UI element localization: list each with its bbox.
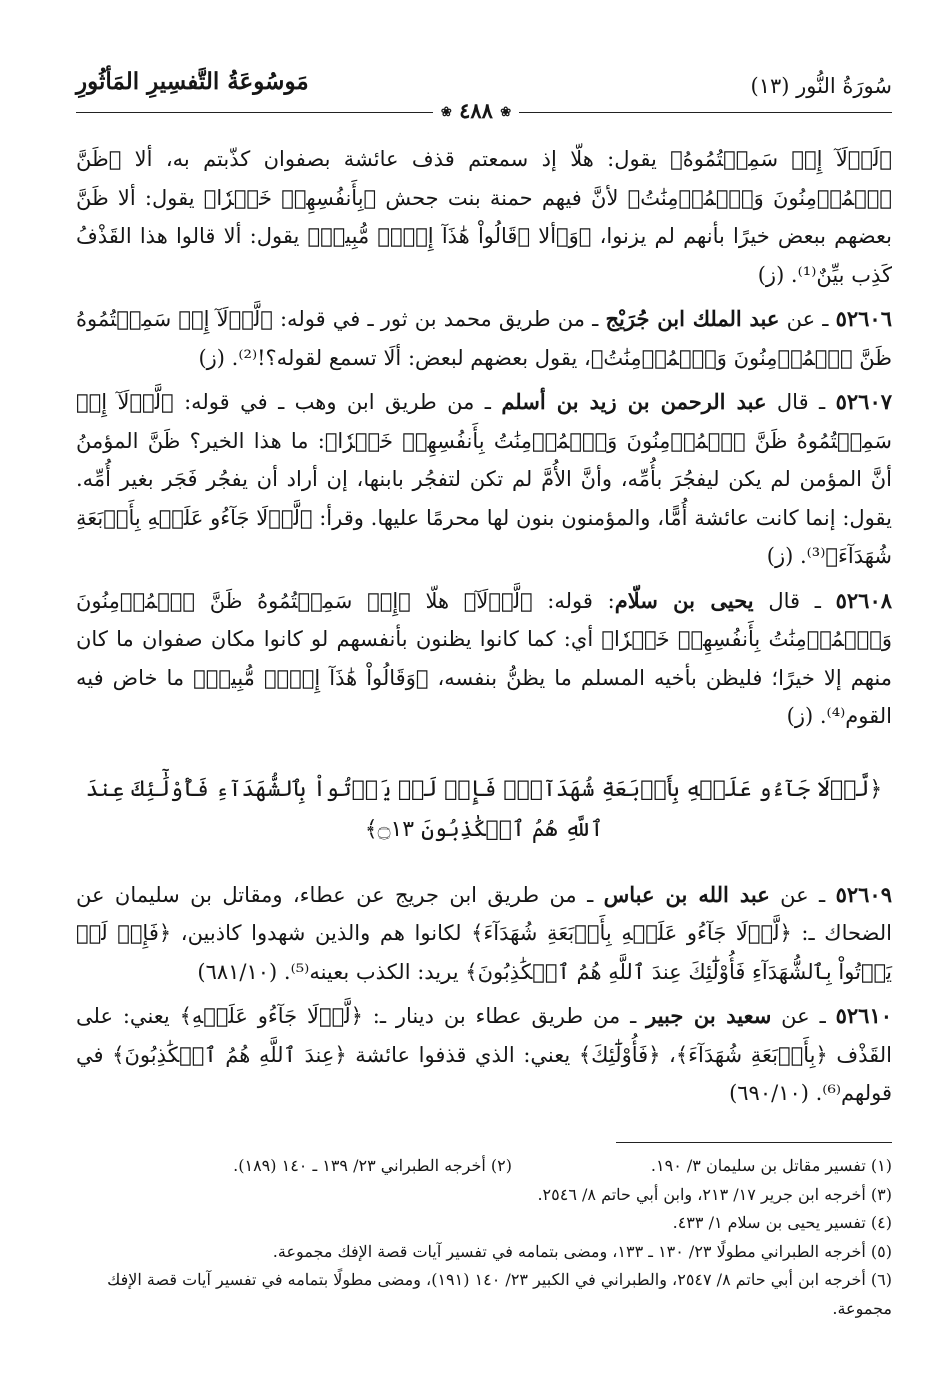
narration-52607 [76,383,892,576]
ornament-icon: ❀ [440,105,452,120]
narration-52610 [76,997,892,1113]
paragraph-text: ﴿لَوۡلَآ إِذۡ سَمِعۡتُمُوهُ﴾ يقول: هلّا إذ سمعتم قذف عائشة بصفوان كذّبتم به، ألا ﴿ظَنَّ ٱلۡمُؤۡمِنُونَ وَٱلۡمُؤۡمِنَٰتُ﴾ لأنَّ فيهم حمنة بنت جحش ﴿بِأَنفُسِهِمۡ خَيۡرٗا﴾ يقول: ألا ظَنَّ بعضهم ببعض خيرًا بأنهم لم يزنوا، ﴿وَ﴾ألا ﴿قَالُواْ هَٰذَآ إِفۡكٞ مُّبِينٞ﴾ يقول: ألا قالوا هذا القَذْفُ كَذِب بيِّنٌ⁽¹⁾. (ز) [76,147,892,287]
footnote-5: (٥) أخرجه الطبراني مطولًا ٢٣/ ١٣٠ ـ ١٣٣، ومضى بتمامه في تفسير آيات قصة الإفك مجموعة. [272,1241,892,1261]
ornament-icon: ❀ [500,105,512,120]
narration-52609 [76,876,892,992]
narration-number: ٥٢٦٠٨ [835,587,893,613]
narration-text: ـ من طريق ابن وهب ـ في قوله: ﴿لَّوۡلَآ إِذۡ سَمِعۡتُمُوهُ ظَنَّ ٱلۡمُؤۡمِنُونَ وَٱلۡمُؤۡمِنَٰتُ بِأَنفُسِهِمۡ خَيۡرٗا﴾: ما هذا الخير؟ ظَنَّ المؤمنُ أنَّ المؤمن لم يكن ليفجُرَ بأُمِّه، وأنَّ الأُمَّ لم تكن لتفجُر بابنها، إن أراد أن يفجُر فَجَر بغير أُمِّه. يقول: إنما كانت عائشة أُمًّا، والمؤمنون بنون لها محرمًا عليها. وقرأ: ﴿لَّوۡلَا جَآءُو عَلَيۡهِ بِأَرۡبَعَةِ شُهَدَآءَ﴾⁽³⁾. (ز) [76,390,892,568]
narration-number: ٥٢٦٠٩ [835,881,892,907]
narration-text: : قوله: ﴿لَّوۡلَآ﴾ هلّا ﴿إِذۡ سَمِعۡتُمُوهُ ظَنَّ ٱلۡمُؤۡمِنُونَ وَٱلۡمُؤۡمِنَٰتُ بِأَنفُسِهِمۡ خَيۡرٗا﴾ أي: كما كانوا يظنون بأنفسهم لو كانوا مكان صفوان ما كان منهم إلا خيرًا؛ فليظن بأخيه المسلم ما يظنُّ بنفسه، ﴿وَقَالُواْ هَٰذَآ إِفۡكٞ مُّبِينٞ﴾ ما خاض فيه القوم⁽⁴⁾. (ز) [76,588,892,728]
narration-text: ـ من طريق محمد بن ثور ـ في قوله: ﴿لَّوۡلَآ إِذۡ سَمِعۡتُمُوهُ ظَنَّ ٱلۡمُؤۡمِنُونَ وَٱلۡمُؤۡمِنَٰتُ﴾، يقول بعضهم لبعض: ألَا تسمع لقوله؟!⁽²⁾. (ز) [76,307,892,370]
main-text [76,140,892,1113]
page-number-box [433,98,519,123]
footnote-1: (١) تفسير مقاتل بن سليمان ٣/ ١٩٠. [650,1156,892,1175]
narration-number: ٥٢٦١٠ [835,1003,893,1028]
footnote-4: (٤) تفسير يحيى بن سلام ١/ ٤٣٣. [672,1213,892,1232]
narration-connector: ـ عن [769,882,836,907]
footnotes [76,1152,892,1323]
paragraph-continued [76,140,892,294]
footnote-3: (٣) أخرجه ابن جرير ١٧/ ٢١٣، وابن أبي حاتم ٨/ ٢٥٤٦. [537,1184,892,1204]
narration-text: ـ من طريق عطاء بن دينار ـ: ﴿لَّوۡلَا جَآءُو عَلَيۡهِ﴾ يعني: على القَذْف ﴿بِأَرۡبَعَةِ شُهَدَآءَ﴾، ﴿فَأُوْلَٰٓئِكَ﴾ يعني: الذي قذفوا عائشة ﴿عِندَ ٱللَّهِ هُمُ ٱلۡكَٰذِبُونَ﴾ في قولهم⁽⁶⁾. (٦٩٠/١٠) [76,1004,892,1105]
surah-title: سُورَةُ النُّور (١٣) [750,74,892,98]
narration-number: ٥٢٦٠٦ [835,306,892,331]
quran-verse: ﴿لَّوۡلَا جَآءُو عَلَيۡهِ بِأَرۡبَعَةِ شُهَدَآءَۚ فَإِذۡ لَمۡ يَأۡتُواْ بِٱلشُّهَدَآءِ فَأُوْلَٰٓئِكَ عِندَ ٱللَّهِ هُمُ ٱلۡكَٰذِبُونَ ۝١٣﴾ [85,776,883,842]
narration-text: ـ من طريق ابن جريج عن عطاء، ومقاتل بن سليمان عن الضحاك ـ: ﴿لَّوۡلَا جَآءُو عَلَيۡهِ بِأَرۡبَعَةِ شُهَدَآءَ﴾ لكانوا هم والذين شهدوا كاذبين، ﴿فَإِذۡ لَمۡ يَأۡتُواْ بِٱلشُّهَدَآءِ فَأُوْلَٰٓئِكَ عِندَ ٱللَّهِ هُمُ ٱلۡكَٰذِبُونَ﴾ يريد: الكذب بعينه⁽⁵⁾. (٦٨١/١٠) [76,882,892,984]
book-title: مَوسُوعَةُ التَّفسِيرِ المَأثُورِ [76,68,309,95]
narration-connector: ـ قال [753,588,836,613]
narration-connector: ـ عن [779,307,836,331]
narration-connector: ـ عن [771,1004,836,1028]
narrator-name: عبد الرحمن بن زيد بن أسلم [501,389,767,414]
narrator-name: يحيى بن سلّام [614,587,754,613]
narrator-name: سعيد بن جبير [646,1003,772,1028]
narration-52608 [76,582,892,736]
page-number: ٤٨٨ [459,98,493,123]
narrator-name: عبد الملك ابن جُرَيْج [605,306,780,331]
narrator-name: عبد الله بن عباس [603,881,770,907]
narration-connector: ـ قال [766,390,836,414]
footnote-rule [616,1142,892,1143]
narration-number: ٥٢٦٠٧ [835,389,893,414]
footnote-2: (٢) أخرجه الطبراني ٢٣/ ١٣٩ ـ ١٤٠ (١٨٩). [233,1156,512,1175]
narration-52606 [76,300,892,377]
page-number-wrap [0,98,952,123]
footnote-6: (٦) أخرجه ابن أبي حاتم ٨/ ٢٥٤٧، والطبراني في الكبير ٢٣/ ١٤٠ (١٩١)، ومضى مطولًا بتمامه في تفسير آيات قصة الإفك مجموعة. [107,1270,892,1318]
footnote-row [76,1152,892,1181]
